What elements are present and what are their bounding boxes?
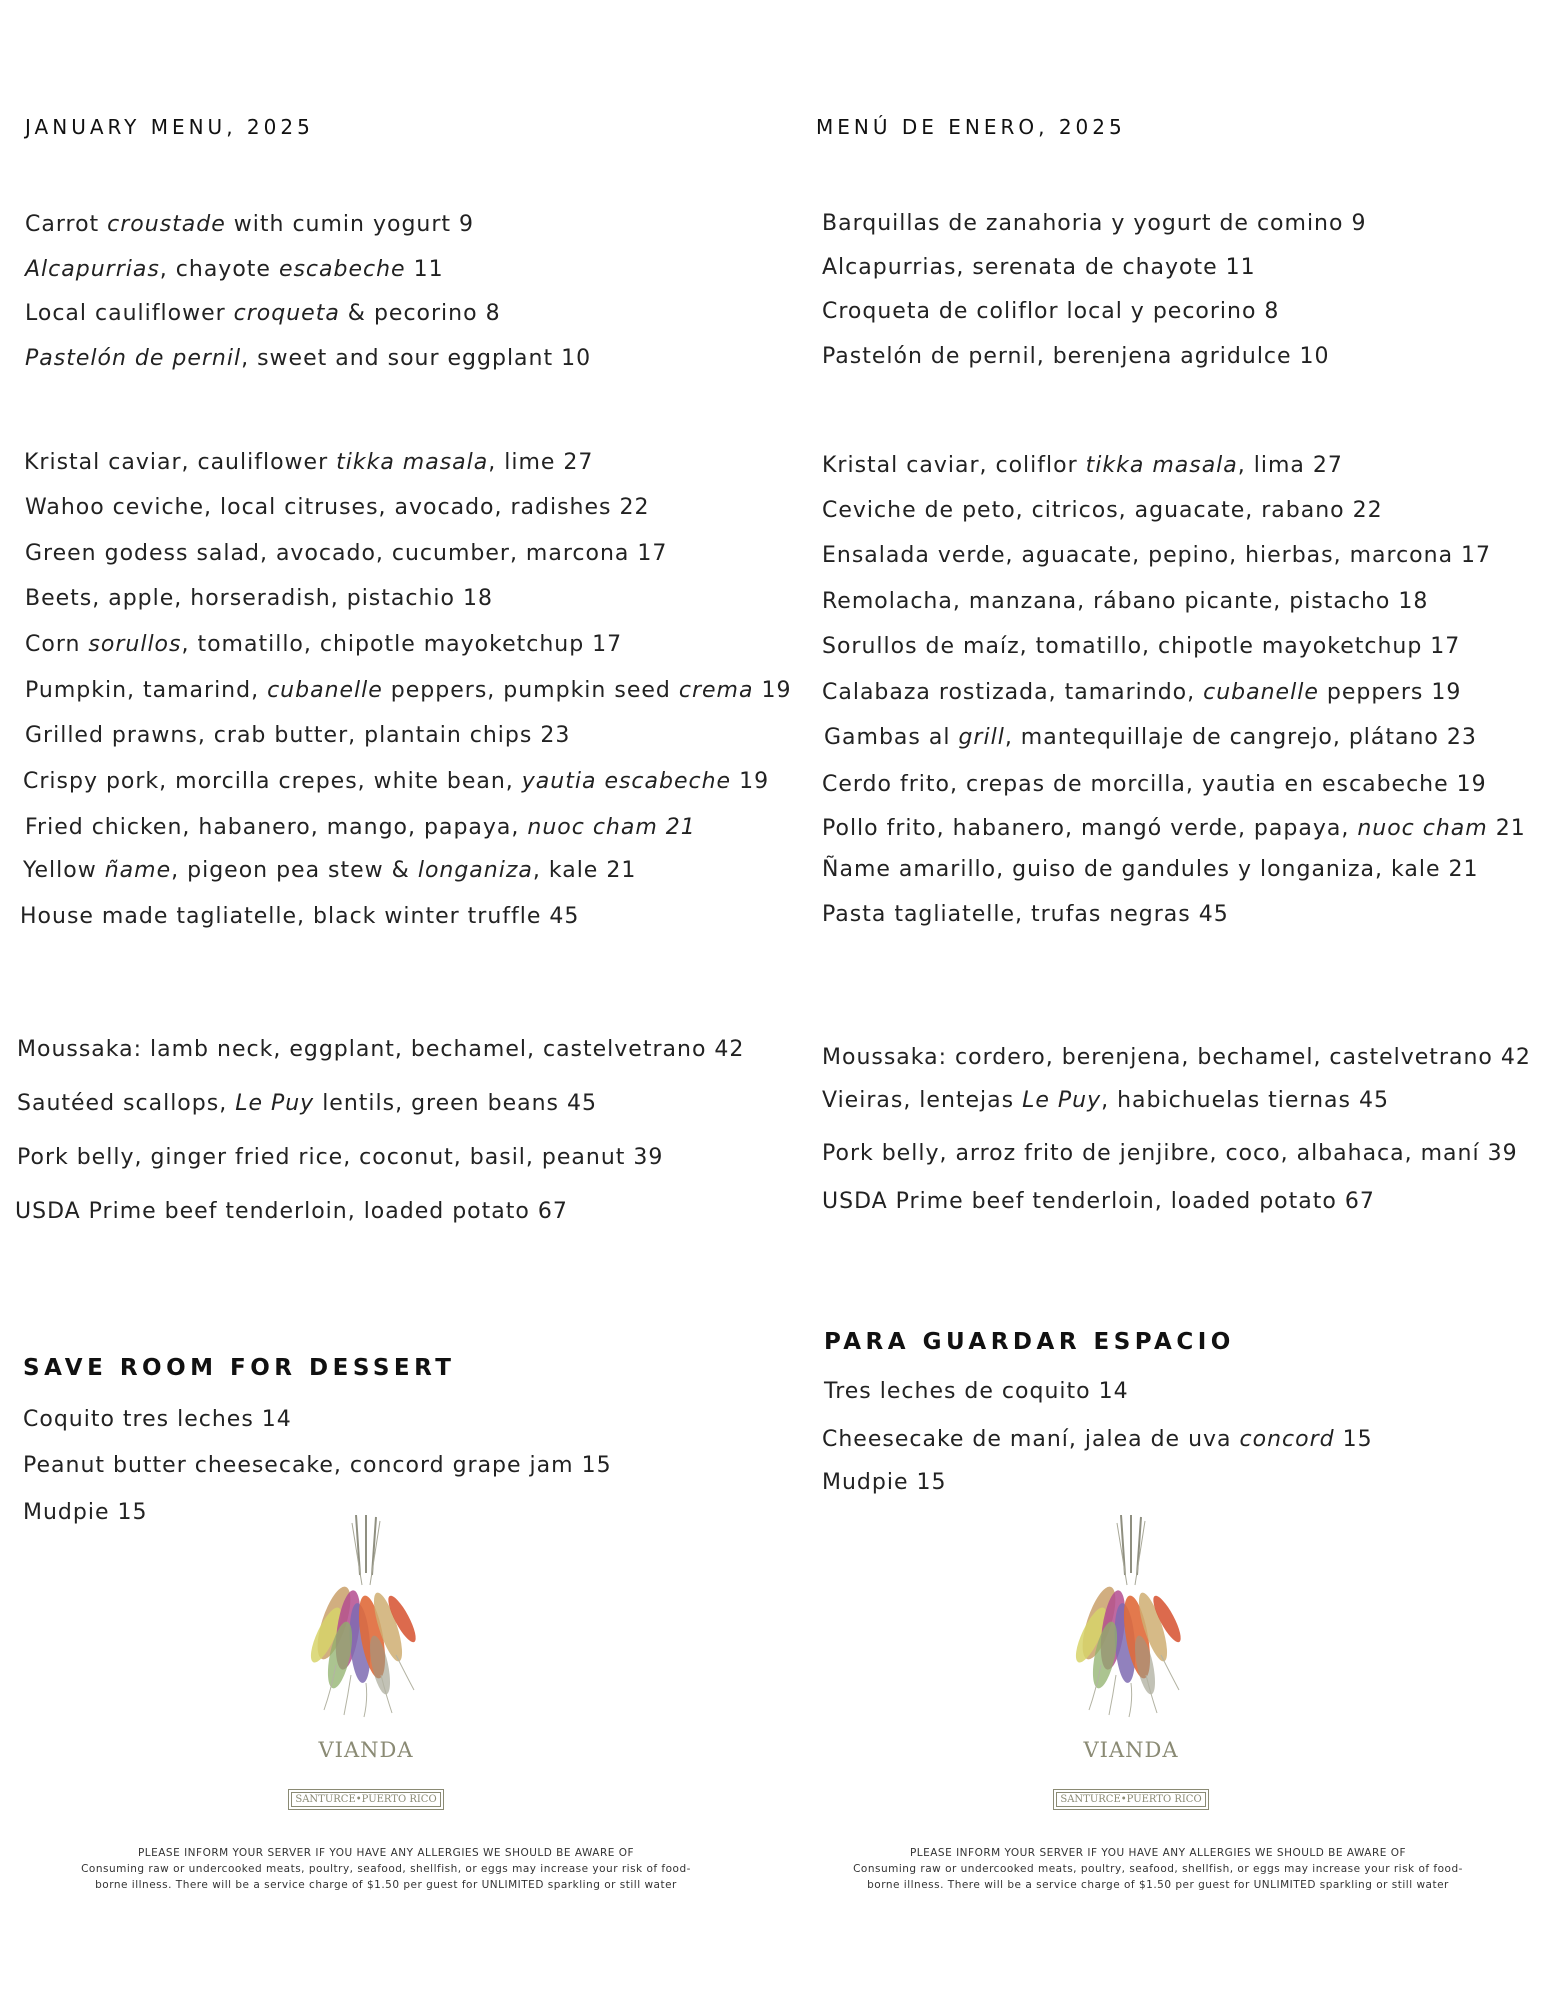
menu-item: Green godess salad, avocado, cucumber, marcona 17 [25,541,668,566]
menu-item: Alcapurrias, serenata de chayote 11 [822,255,1256,280]
location-badge: SANTURCE•PUERTO RICO [1056,1792,1205,1807]
menu-item: Kristal caviar, cauliflower tikka masala, lime 27 [24,450,594,475]
menu-item: Cheesecake de maní, jalea de uva concord 15 [822,1427,1373,1452]
menu-item: Ensalada verde, aguacate, pepino, hierbas, marcona 17 [822,543,1492,568]
menu-item: Pastelón de pernil, berenjena agridulce 10 [822,344,1330,369]
dessert-heading: SAVE ROOM FOR DESSERT [23,1355,456,1381]
menu-item: Yellow ñame, pigeon pea stew & longaniza, kale 21 [23,858,637,883]
menu-item: Pork belly, arroz frito de jenjibre, coco, albahaca, maní 39 [822,1141,1518,1166]
english-menu-title: JANUARY MENU, 2025 [25,115,314,139]
root-vegetables-illustration [296,1515,436,1720]
menu-item: Pasta tagliatelle, trufas negras 45 [822,902,1229,927]
menu-item: Croqueta de coliflor local y pecorino 8 [822,299,1280,324]
notice-line: borne illness. There will be a service charge of $1.50 per guest for UNLIMITED sparkling or still water [95,1879,677,1891]
menu-item: Corn sorullos, tomatillo, chipotle mayoketchup 17 [25,632,623,657]
notice-line: Consuming raw or undercooked meats, poultry, seafood, shellfish, or eggs may increase your risk of food- [81,1863,691,1875]
menu-item: Cerdo frito, crepas de morcilla, yautia en escabeche 19 [822,772,1487,797]
menu-item: Wahoo ceviche, local citruses, avocado, radishes 22 [25,495,650,520]
menu-item: Moussaka: lamb neck, eggplant, bechamel, castelvetrano 42 [17,1037,745,1062]
menu-item: Tres leches de coquito 14 [824,1379,1129,1404]
menu-item: Remolacha, manzana, rábano picante, pistacho 18 [822,589,1429,614]
brand-name: VIANDA [1083,1738,1179,1762]
notice-line: PLEASE INFORM YOUR SERVER IF YOU HAVE ANY ALLERGIES WE SHOULD BE AWARE OF [137,1847,635,1859]
menu-item: Peanut butter cheesecake, concord grape jam 15 [23,1453,612,1478]
menu-item: Coquito tres leches 14 [23,1407,292,1432]
menu-item: Gambas al grill, mantequillaje de cangrejo, plátano 23 [824,725,1477,750]
spanish-menu-column [808,0,1546,2000]
menu-item: Pork belly, ginger fried rice, coconut, basil, peanut 39 [17,1145,664,1170]
vianda-logo [1021,1515,1241,1807]
menu-item: Sautéed scallops, Le Puy lentils, green beans 45 [17,1091,597,1116]
menu-item: Beets, apple, horseradish, pistachio 18 [25,586,493,611]
menu-item: Grilled prawns, crab butter, plantain chips 23 [25,723,571,748]
menu-item: Moussaka: cordero, berenjena, bechamel, castelvetrano 42 [822,1045,1531,1070]
menu-item: Pastelón de pernil, sweet and sour eggplant 10 [25,346,592,371]
menu-item: Calabaza rostizada, tamarindo, cubanelle peppers 19 [822,680,1462,705]
spanish-menu-title: MENÚ DE ENERO, 2025 [816,115,1126,139]
menu-item: Ñame amarillo, guiso de gandules y longaniza, kale 21 [822,857,1479,882]
menu-item: Fried chicken, habanero, mango, papaya, nuoc cham 21 [25,815,696,840]
menu-item: Vieiras, lentejas Le Puy, habichuelas tiernas 45 [822,1088,1389,1113]
menu-item: Kristal caviar, coliflor tikka masala, lima 27 [822,453,1343,478]
menu-item: Sorullos de maíz, tomatillo, chipotle mayoketchup 17 [822,634,1461,659]
menu-item: USDA Prime beef tenderloin, loaded potato 67 [822,1189,1375,1214]
notice-line: Consuming raw or undercooked meats, poultry, seafood, shellfish, or eggs may increase your risk of food- [853,1863,1463,1875]
dessert-heading: PARA GUARDAR ESPACIO [824,1329,1235,1355]
allergy-notice [808,1845,1508,1893]
menu-item: House made tagliatelle, black winter truffle 45 [20,904,580,929]
menu-item: Pumpkin, tamarind, cubanelle peppers, pumpkin seed crema 19 [25,678,792,703]
menu-item: Crispy pork, morcilla crepes, white bean, yautia escabeche 19 [23,769,770,794]
menu-item: Mudpie 15 [23,1500,148,1525]
root-vegetables-illustration [1061,1515,1201,1720]
menu-item: Barquillas de zanahoria y yogurt de comino 9 [822,211,1367,236]
brand-name: VIANDA [318,1738,414,1762]
vianda-logo [256,1515,476,1807]
menu-item: Mudpie 15 [822,1470,947,1495]
notice-line: borne illness. There will be a service charge of $1.50 per guest for UNLIMITED sparkling or still water [867,1879,1449,1891]
menu-item: Alcapurrias, chayote escabeche 11 [25,257,444,282]
menu-item: Ceviche de peto, citricos, aguacate, rabano 22 [822,498,1383,523]
location-badge: SANTURCE•PUERTO RICO [291,1792,440,1807]
menu-item: Local cauliflower croqueta & pecorino 8 [25,301,501,326]
menu-item: Carrot croustade with cumin yogurt 9 [25,212,475,237]
allergy-notice [36,1845,736,1893]
menu-item: Pollo frito, habanero, mangó verde, papaya, nuoc cham 21 [822,816,1526,841]
menu-item: USDA Prime beef tenderloin, loaded potato 67 [15,1199,568,1224]
notice-line: PLEASE INFORM YOUR SERVER IF YOU HAVE ANY ALLERGIES WE SHOULD BE AWARE OF [909,1847,1407,1859]
